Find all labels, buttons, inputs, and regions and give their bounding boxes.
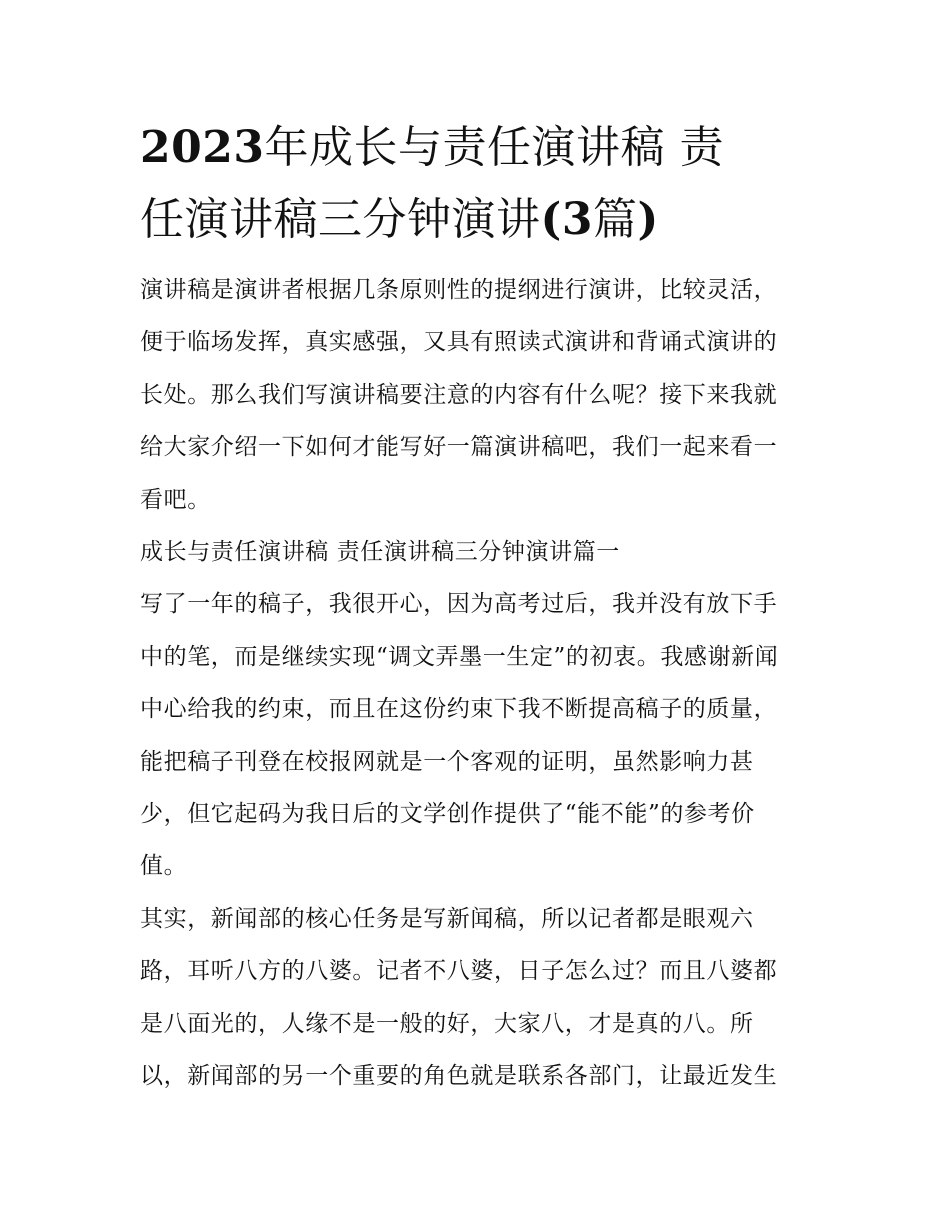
title-line-1: 2023年成长与责任演讲稿 责 — [140, 122, 724, 173]
body-line: 其实，新闻部的核心任务是写新闻稿，所以记者都是眼观六 — [140, 905, 754, 932]
document-title — [140, 112, 815, 256]
document-body — [140, 264, 815, 1103]
body-line: 少，但它起码为我日后的文学创作提供了“能不能”的参考价 — [140, 801, 755, 828]
document-content — [140, 112, 815, 1103]
body-line: 演讲稿是演讲者根据几条原则性的提纲进行演讲，比较灵活， — [140, 277, 778, 303]
body-line: 中心给我的约束，而且在这份约束下我不断提高稿子的质量， — [140, 696, 778, 723]
title-line-2: 任演讲稿三分钟演讲(3篇) — [140, 194, 659, 245]
body-line: 中的笔，而是继续实现“调文弄墨一生定”的初衷。我感谢新闻 — [140, 643, 779, 670]
body-line: 路，耳听八方的八婆。记者不八婆，日子怎么过？而且八婆都 — [140, 958, 778, 985]
body-line: 写了一年的稿子，我很开心，因为高考过后，我并没有放下手 — [140, 591, 778, 618]
body-line: 是八面光的，人缘不是一般的好，大家八，才是真的八。所 — [140, 1010, 754, 1037]
body-line: 看吧。 — [140, 486, 211, 513]
body-line: 以，新闻部的另一个重要的角色就是联系各部门，让最近发生 — [140, 1063, 778, 1090]
body-line: 能把稿子刊登在校报网就是一个客观的证明，虽然影响力甚 — [140, 748, 754, 775]
body-line: 给大家介绍一下如何才能写好一篇演讲稿吧，我们一起来看一 — [140, 434, 778, 461]
body-line: 值。 — [140, 853, 188, 880]
body-line: 长处。那么我们写演讲稿要注意的内容有什么呢？接下来我就 — [140, 381, 778, 408]
section-heading: 成长与责任演讲稿 责任演讲稿三分钟演讲篇一 — [140, 539, 620, 566]
body-line: 便于临场发挥，真实感强，又具有照读式演讲和背诵式演讲的 — [140, 329, 778, 356]
